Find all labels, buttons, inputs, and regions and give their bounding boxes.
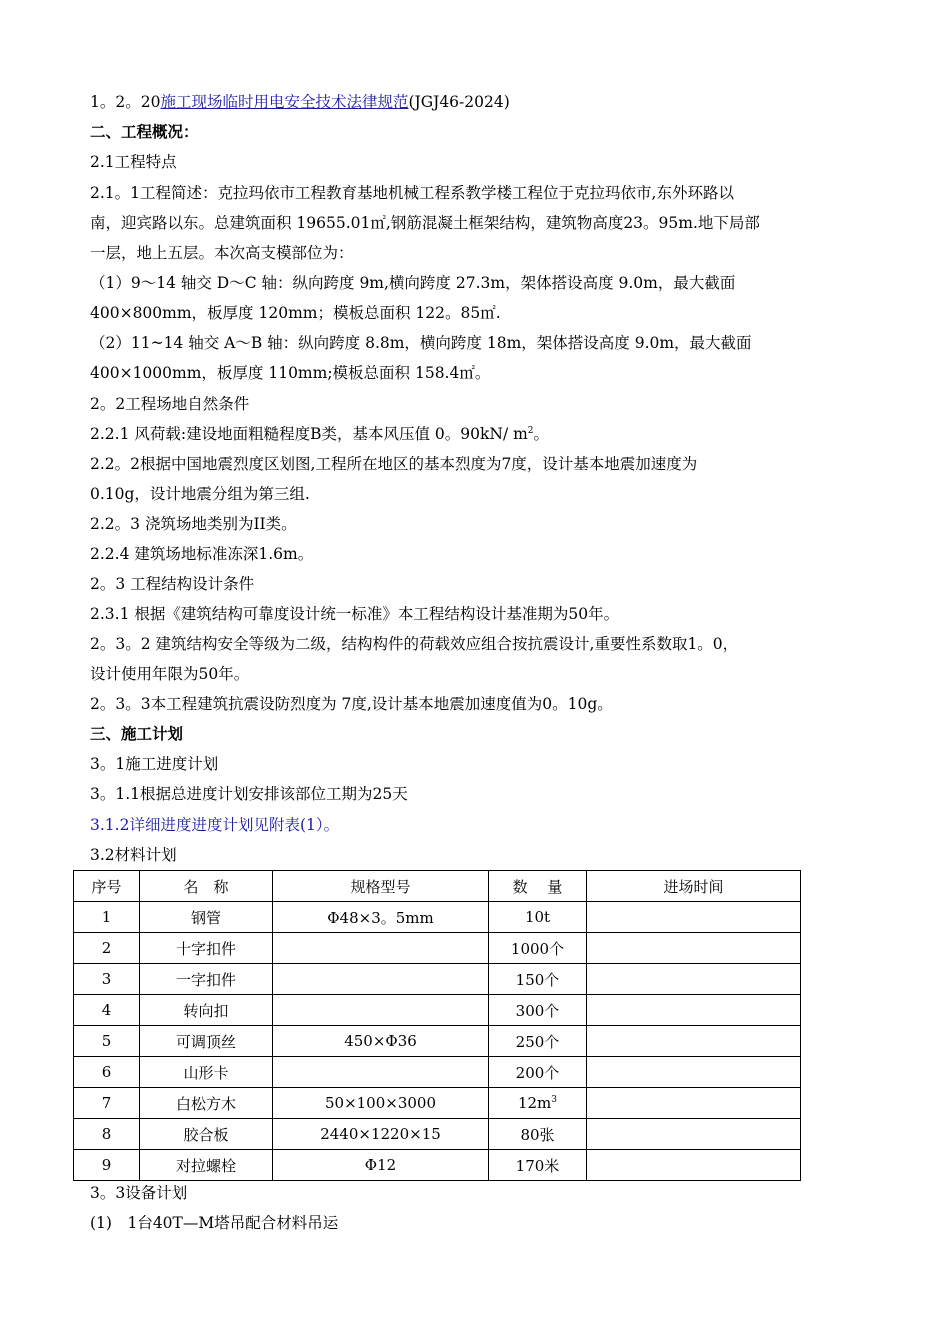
table-cell: 150个 (489, 964, 587, 995)
paragraph-line: 400×800mm，板厚度 120mm；模板总面积 122。85㎡. (90, 304, 501, 322)
subsection-2-3: 2。3 工程结构设计条件 (90, 575, 255, 593)
table-cell: 3 (74, 964, 140, 995)
clause-number: 1。2。20 (90, 93, 161, 111)
table-cell-qty (489, 1088, 587, 1119)
subsection-3-3: 3。3设备计划 (90, 1184, 188, 1202)
regulation-code: (JGJ46-2024) (408, 93, 510, 111)
wind-load-text: 2.2.1 风荷载:建设地面粗糙程度B类，基本风压值 0。90kN/ m (90, 425, 528, 443)
subsection-3-1: 3。1施工进度计划 (90, 755, 219, 773)
table-cell: 2 (74, 933, 140, 964)
table-cell (587, 1057, 801, 1088)
table-cell: 8 (74, 1119, 140, 1150)
table-cell: 200个 (489, 1057, 587, 1088)
qty-value: 12m (517, 1094, 552, 1112)
line-1-2-20 (90, 92, 840, 112)
table-cell: Φ12 (273, 1150, 489, 1181)
table-cell (273, 933, 489, 964)
paragraph-line: 2.3.1 根据《建筑结构可靠度设计统一标准》本工程结构设计基准期为50年。 (90, 605, 620, 623)
table-cell (273, 1057, 489, 1088)
table-cell: 170米 (489, 1150, 587, 1181)
table-cell: 4 (74, 995, 140, 1026)
paragraph-line: 2.2。2根据中国地震烈度区划图,工程所在地区的基本烈度为7度，设计基本地震加速度为 (90, 455, 698, 473)
paragraph-line: 2。3。3本工程建筑抗震设防烈度为 7度,设计基本地震加速度值为0。10g。 (90, 695, 613, 713)
header-cell: 数 量 (489, 871, 587, 902)
table-cell: 250个 (489, 1026, 587, 1057)
table-cell: 1000个 (489, 933, 587, 964)
table-cell: 9 (74, 1150, 140, 1181)
table-cell: 胶合板 (140, 1119, 273, 1150)
table-row (74, 964, 801, 995)
clause-number: 3.1.2 (90, 816, 130, 834)
table-row (74, 1088, 801, 1119)
table-cell: 1 (74, 902, 140, 933)
paragraph-line: 南，迎宾路以东。总建筑面积 19655.01㎡,钢筋混凝土框架结构，建筑物高度23。95m.地下局部 (90, 214, 760, 232)
header-cell: 序号 (74, 871, 140, 902)
table-row (74, 1150, 801, 1181)
table-cell: 一字扣件 (140, 964, 273, 995)
table-cell: 450×Φ36 (273, 1026, 489, 1057)
subsection-2-1: 2.1工程特点 (90, 153, 177, 171)
paragraph-line: 400×1000mm，板厚度 110mm;模板总面积 158.4㎡。 (90, 364, 491, 382)
superscript: 3 (551, 1095, 558, 1105)
table-cell (587, 995, 801, 1026)
table-cell: Φ48×3。5mm (273, 902, 489, 933)
header-cell: 进场时间 (587, 871, 801, 902)
paragraph-line-wind (90, 424, 840, 444)
table-cell (273, 964, 489, 995)
table-row (74, 902, 801, 933)
table-cell: 2440×1220×15 (273, 1119, 489, 1150)
table-cell: 6 (74, 1057, 140, 1088)
paragraph-line: （2）11~14 轴交 A～B 轴：纵向跨度 8.8m，横向跨度 18m，架体搭设高度 9.0m，最大截面 (90, 334, 752, 352)
table-cell: 50×100×3000 (273, 1088, 489, 1119)
paragraph-line: (1) 1台40T—M塔吊配合材料吊运 (90, 1214, 339, 1232)
table-cell: 80张 (489, 1119, 587, 1150)
table-cell (587, 964, 801, 995)
regulation-link[interactable]: 施工现场临时用电安全技术法律规范 (160, 93, 409, 111)
paragraph-line: 2.1。1工程简述：克拉玛依市工程教育基地机械工程系教学楼工程位于克拉玛依市,东外环路以 (90, 184, 734, 202)
header-cell: 规格型号 (273, 871, 489, 902)
table-row (74, 933, 801, 964)
table-row (74, 995, 801, 1026)
table-cell: 白松方木 (140, 1088, 273, 1119)
section-heading-overview: 二、工程概况： (90, 123, 199, 141)
paragraph-line: 0.10g，设计地震分组为第三组. (90, 485, 310, 503)
table-cell: 转向扣 (140, 995, 273, 1026)
table-cell (587, 1150, 801, 1181)
table-cell (587, 933, 801, 964)
table-cell (587, 1088, 801, 1119)
table-cell: 7 (74, 1088, 140, 1119)
table-cell: 5 (74, 1026, 140, 1057)
paragraph-line-schedule (90, 815, 840, 835)
table-row (74, 1026, 801, 1057)
paragraph-line: 2.2.4 建筑场地标准冻深1.6m。 (90, 545, 314, 563)
table-cell: 对拉螺栓 (140, 1150, 273, 1181)
paragraph-line: 一层，地上五层。本次高支模部位为： (90, 244, 354, 262)
table-cell (273, 995, 489, 1026)
subsection-2-2: 2。2工程场地自然条件 (90, 395, 250, 413)
table-cell: 10t (489, 902, 587, 933)
table-cell (587, 1119, 801, 1150)
header-cell: 名 称 (140, 871, 273, 902)
table-row (74, 1057, 801, 1088)
table-row (74, 1119, 801, 1150)
schedule-reference-link[interactable]: 详细进度进度计划见附表(1）。 (129, 816, 340, 834)
table-cell: 钢管 (140, 902, 273, 933)
table-cell: 300个 (489, 995, 587, 1026)
table-cell: 可调顶丝 (140, 1026, 273, 1057)
superscript: 2 (527, 425, 534, 436)
paragraph-line: 设计使用年限为50年。 (90, 665, 250, 683)
paragraph-line: 3。1.1根据总进度计划安排该部位工期为25天 (90, 785, 408, 803)
table-cell: 山形卡 (140, 1057, 273, 1088)
section-heading-plan: 三、施工计划 (90, 725, 184, 743)
subsection-3-2: 3.2材料计划 (90, 846, 177, 864)
material-plan-table (73, 870, 801, 1181)
table-cell (587, 902, 801, 933)
punctuation: 。 (533, 425, 550, 443)
table-cell: 十字扣件 (140, 933, 273, 964)
table-header-row (74, 871, 801, 902)
paragraph-line: 2.2。3 浇筑场地类别为II类。 (90, 515, 297, 533)
paragraph-line: （1）9～14 轴交 D～C 轴：纵向跨度 9m,横向跨度 27.3m，架体搭设高度 9.0m，最大截面 (90, 274, 736, 292)
table-cell (587, 1026, 801, 1057)
paragraph-line: 2。3。2 建筑结构安全等级为二级，结构构件的荷载效应组合按抗震设计,重要性系数取1。0， (90, 635, 739, 653)
